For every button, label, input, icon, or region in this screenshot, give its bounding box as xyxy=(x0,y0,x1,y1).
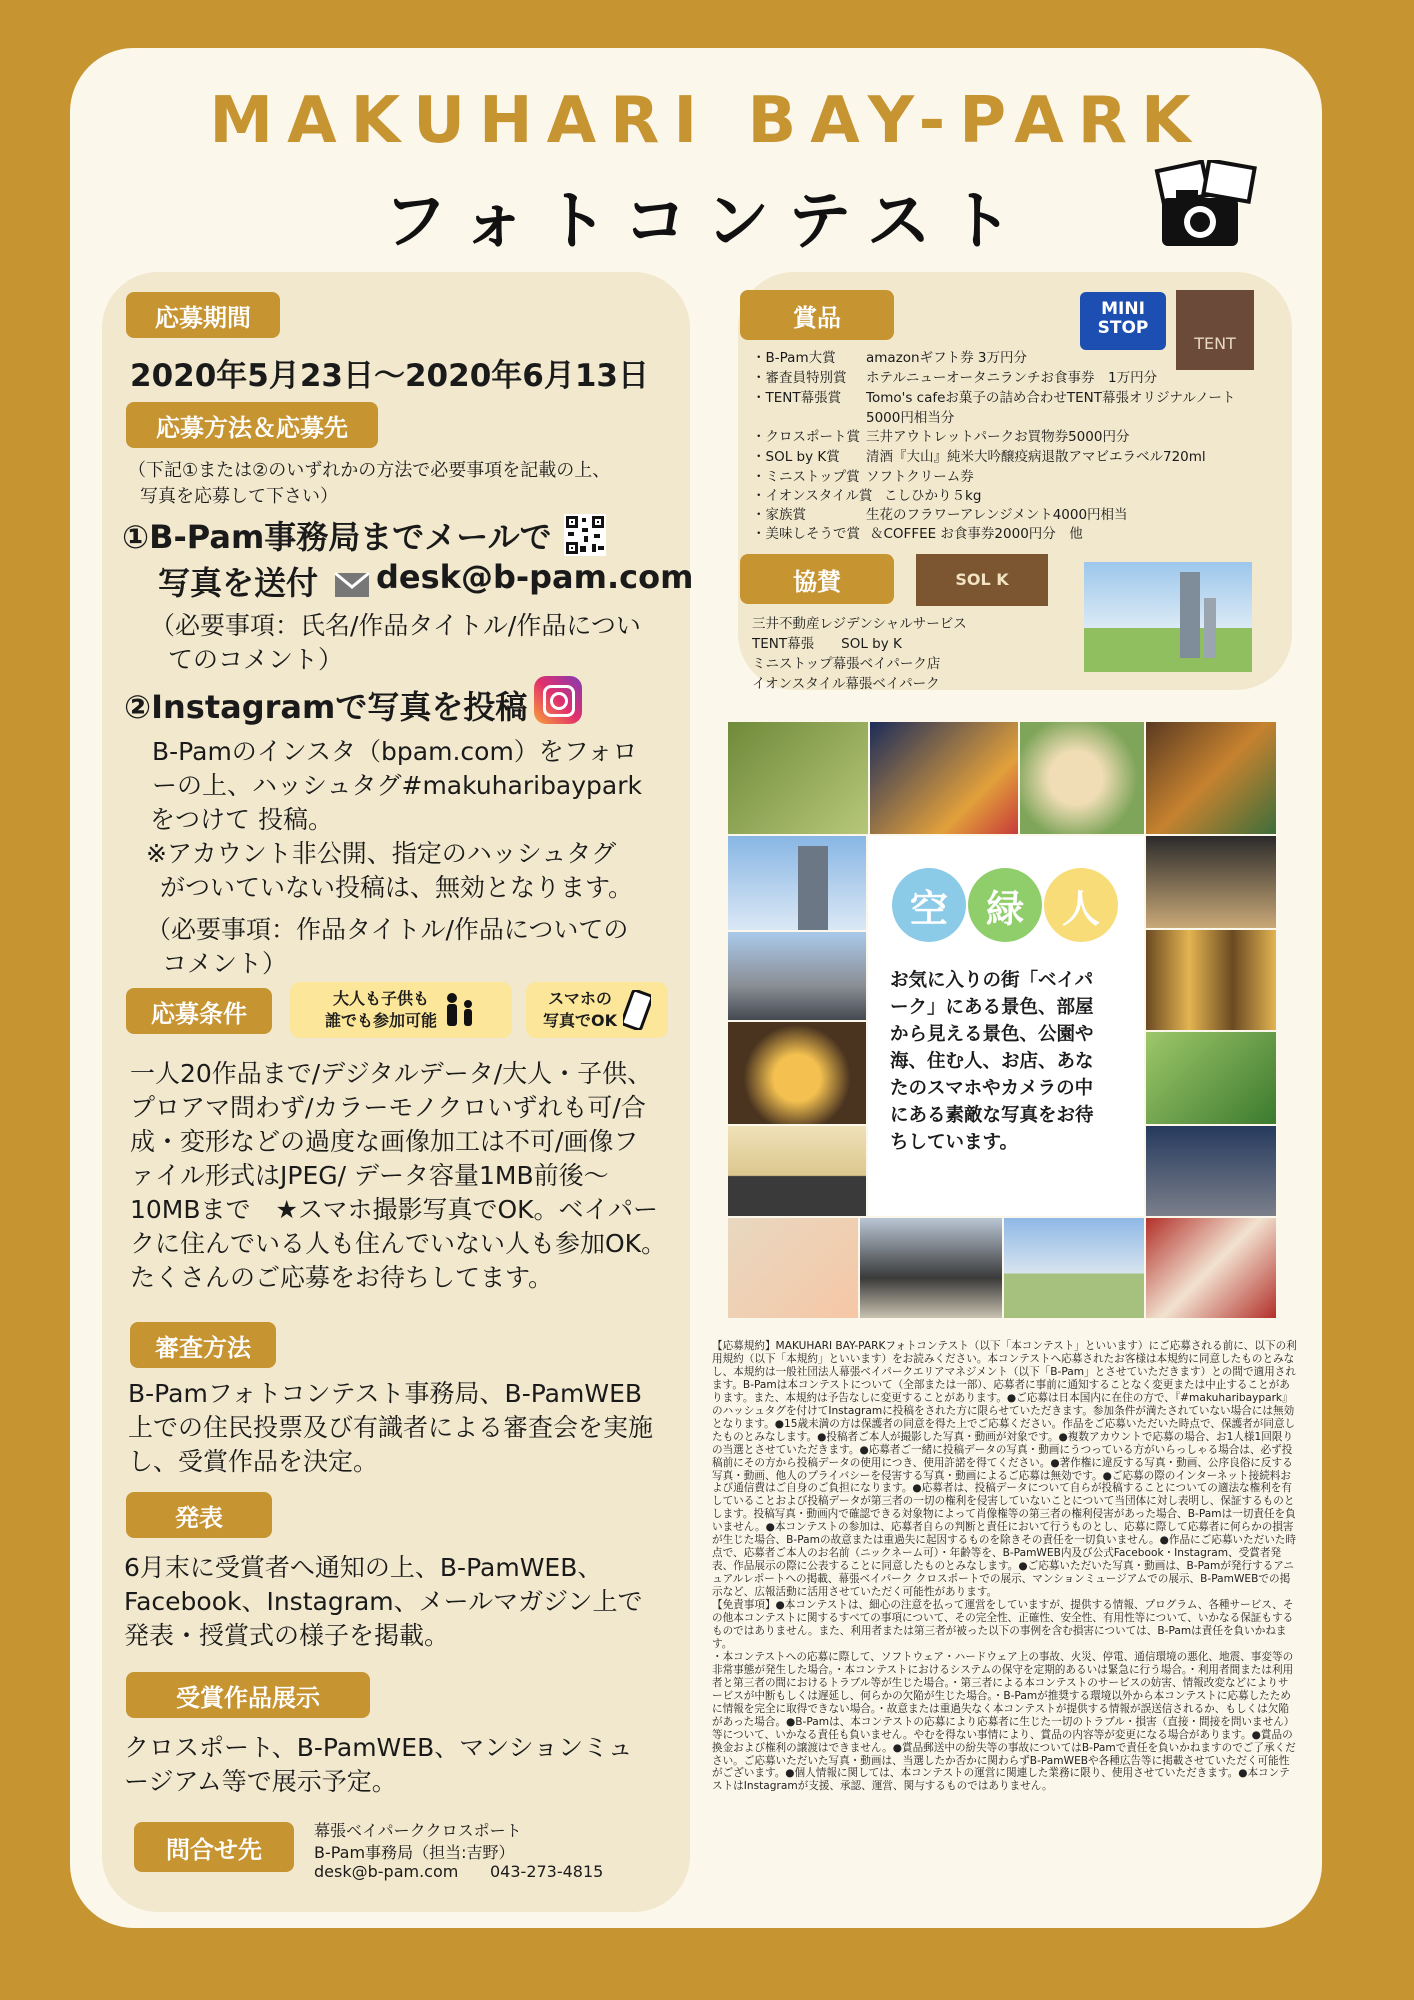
photo-santa xyxy=(1146,1218,1276,1318)
ministop-logo-line1: MINI xyxy=(1101,299,1145,319)
conditions-line6: クに住んでいる人も住んでいない人も参加OK。 xyxy=(130,1229,667,1258)
terms-text: 【応募規約】MAKUHARI BAY-PARKフォトコンテスト（以下「本コンテスト」といいます）にご応募される前に、以下の利用規約（以下「本規約」といいます）をお読みください。本コンテストへ応募されたお客様は本規約に同意したものとみなし、本規約は一般社団法人幕張ベイパークエリアマネジメント（以下「B-Pam」とさせていただきます）との間で適用されます。B-Pamは本コンテストについて（全部または一部）、応募者に事前に通知することなく変更または中止することがあります。また、本規約は予告なしに変更することがあります。●ご応募は日本国内に在住の方で、『#makuharibaypark』のハッシュタグを付けてInstagramに投稿をされた方に限らせていただきます。参加条件が満たされていない場合には無効となります。●15歳未満の方は保護者の同意を得た上でご応募ください。作品をご応募いただいた時点で、保護者が同意したものとみなします。●投稿者ご本人が撮影した写真・動画が対象です。●複数アカウントで応募の場合、お1人様1回限りの当選とさせていただきます。●応募者ご一緒に投稿データの写真・動画にうつっている方がいらっしゃる場合は、必ず投稿前にその方から投稿データの使用につき、使用許諾を得てください。●著作権に違反する写真・動画、公序良俗に反する写真・動画、他人のプライバシーを侵害する写真・動画によるご応募は無効です。●ご応募の際のインターネット接続料および通信費はご自身のご負担になります。●応募者は、投稿データについて自らが投稿することについての適法な権利を有していることおよび投稿データが第三者の一切の権利を侵害していないことについて当団体に対し表明し、保証するものとします。投稿写真・動画内で確認できる対象物によって肖像権等の第三者の権利侵害があった場合、B-Pamは一切責任を負いません。●本コンテストの参加は、応募者自らの判断と責任において行うものとし、応募に際して応募者に何らかの損害が生じた場合、B-Pamの故意または重過失に起因するものを除きその責任を一切負いません。●作品にご応募いただいた時点で、応募者ご本人のお名前（ニックネーム可）・年齢等を、B-PamWEB内及び公式Facebook・Instagram、受賞者発表、作品展示の際に公表することに同意したものとみなします。●ご応募いただいた写真・動画は、B-Pamが発行するアニュアルレポートへの掲載、幕張ベイパーク クロスポートでの展示、マンションミュージアムでの展示、B-PamWEBでの掲示など、広報活動に活用させていただく可能性があります。 【免責事項】●本コンテストは、細心の注意を払って運営をしていますが、提供する情報、プログラム、各種サービス、その他本コンテストに関するすべての事項について、その完全性、正確性、安全性、有用性等について、いかなる保証もするものではありません。また、利用者または第三者が被った以下の事例を含む損害については、B-Pamは責任を負いかねます。 ・本コンテストへの応募に際して、ソフトウェア・ハードウェア上の事故、火災、停電、通信環境の悪化、地震、事変等の非常事態が発生した場合。・本コンテストにおけるシステムの保守を定期的あるいは緊急に行う場合。・利用者間または利用者と第三者の間におけるトラブル等が生じた場合。・第三者による本コンテストのサービスの妨害、情報改変などによりサービスが中断もしくは遅延し、何らかの欠陥が生じた場合。・B-Pamが推奨する環境以外から本コンテストに応募したために情報を完全に取得できない場合。・故意または重過失なく本コンテストが提供する情報が誤送信されるか、もしくは欠陥があった場合。●B-Pamは、本コンテストの応募により応募者に生じた一切のトラブル・損害（直接・間接を問いません）等について、いかなる責任も負いません。やむを得ない事情により、賞品の内容等が変更になる場合があります。●賞品の換金および権利の譲渡はできません。●賞品郵送中の紛失等の事故についてはB-Pamで責任を負いかねますのでご了承ください。ご応募いただいた写真・動画は、当選したか否かに関わらずB-PamWEBや各種広告等に掲載させていただく可能性がございます。●個人情報に関しては、本コンテストの運営に関連した業務に限り、使用させていただきます。●本コンテストはInstagramが支援、承認、運営、関与するものではありません。 xyxy=(712,1340,1297,1793)
photo-storefront xyxy=(1146,836,1276,928)
badge-all-ages-line2: 誰でも参加可能 xyxy=(324,1011,437,1030)
collage-text-2: ーク」にある景色、部屋 xyxy=(890,997,1094,1018)
ministop-logo-line2: STOP xyxy=(1097,318,1149,338)
prize-name-6: ・ミニストップ賞 xyxy=(752,469,860,485)
announce-line3: 発表・授賞式の様子を掲載。 xyxy=(124,1621,450,1650)
review-line3: し、受賞作品を決定。 xyxy=(128,1447,379,1476)
prize-name-2: ・審査員特別賞 xyxy=(752,370,847,386)
photo-beer xyxy=(728,1022,866,1124)
qr-code-icon[interactable] xyxy=(564,514,606,556)
title-english: MAKUHARI BAY-PARK xyxy=(209,84,1205,158)
collage-text-1: お気に入りの街「ベイパ xyxy=(890,970,1094,991)
insta-note-line2: コメント） xyxy=(162,949,288,978)
method-intro-line1: （下記①または②のいずれかの方法で必要事項を記載の上、 xyxy=(128,460,611,481)
sponsor-1: 三井不動産レジデンシャルサービス xyxy=(752,616,967,632)
prize-name-4: ・クロスポート賞 xyxy=(752,429,860,445)
mail-note-line1: （必要事項：氏名/作品タイトル/作品につい xyxy=(150,611,641,640)
mail-note-line2: てのコメント） xyxy=(168,645,344,674)
conditions-line2: プロアマ問わず/カラーモノクロいずれも可/合 xyxy=(130,1093,646,1122)
photo-street xyxy=(728,932,866,1020)
insta-body-line4: ※アカウント非公開、指定のハッシュタグ xyxy=(146,839,617,868)
collage-text-6: にある素敵な写真をお待 xyxy=(890,1105,1094,1126)
photo-group-night xyxy=(870,722,1018,834)
insta-body-line3: をつけて 投稿。 xyxy=(150,805,333,834)
badge-all-ages xyxy=(290,982,512,1038)
period-value: 2020年5月23日～2020年6月13日 xyxy=(130,358,649,394)
insta-body-line2: ーの上、ハッシュタグ#makuharibaypark xyxy=(152,771,642,800)
exhibit-label: 受賞作品展示 xyxy=(126,1672,370,1718)
method-label: 応募方法＆応募先 xyxy=(126,402,378,448)
camera-icon xyxy=(1150,160,1260,250)
insta-note-line1: （必要事項：作品タイトル/作品についての xyxy=(146,915,629,944)
announce-line1: 6月末に受賞者へ通知の上、B-PamWEB、 xyxy=(124,1553,603,1582)
collage-text-4: 海、住む人、お店、あな xyxy=(890,1051,1094,1072)
sponsor-3: ミニストップ幕張ベイパーク店 xyxy=(752,656,941,672)
family-icon xyxy=(443,992,477,1028)
prize-value-4: 三井アウトレットパークお買物券5000円分 xyxy=(866,429,1130,445)
prize-value-5: 清酒『大山』純米大吟醸疫病退散アマビエラベル720ml xyxy=(866,449,1206,465)
circle-green: 緑 xyxy=(968,868,1042,942)
prize-value-2: ホテルニューオータニランチお食事券 1万円分 xyxy=(866,370,1158,386)
insta-body-line1: B-Pamのインスタ（bpam.com）をフォロ xyxy=(152,737,638,766)
prize-name-1: ・B-Pam大賞 xyxy=(752,350,836,366)
collage-text-3: から見える景色、公園や xyxy=(890,1024,1094,1045)
sponsors-label: 協賛 xyxy=(740,554,894,604)
baypark-photo xyxy=(1084,562,1252,672)
prize-value-3b: 5000円相当分 xyxy=(866,410,955,426)
smartphone-icon xyxy=(623,990,651,1030)
method-intro-line2: 写真を応募して下さい） xyxy=(140,486,338,507)
photo-dog xyxy=(1020,722,1144,834)
contact-label: 問合せ先 xyxy=(134,1822,294,1872)
photo-family xyxy=(728,1218,858,1318)
prize-name-3: ・TENT幕張賞 xyxy=(752,390,842,406)
conditions-line1: 一人20作品まで/デジタルデータ/大人・子供、 xyxy=(130,1059,653,1088)
prize-value-1: amazonギフト券 3万円分 xyxy=(866,350,1027,366)
announce-line2: Facebook、Instagram、メールマガジン上で xyxy=(124,1587,643,1616)
contact-email[interactable]: desk@b-pam.com xyxy=(314,1862,459,1881)
title-japanese: フォトコンテスト xyxy=(383,185,1031,259)
badge-all-ages-line1: 大人も子供も xyxy=(332,989,429,1008)
prizes-label: 賞品 xyxy=(740,290,894,340)
mail-heading-2a: 写真を送付 xyxy=(158,564,319,602)
prize-value-6: ソフトクリーム券 xyxy=(866,469,974,485)
collage-text-5: たのスマホやカメラの中 xyxy=(890,1078,1094,1099)
circle-sky: 空 xyxy=(892,868,966,942)
mail-icon xyxy=(334,572,370,598)
prize-value-3: Tomo's cafeお菓子の詰め合わせTENT幕張オリジナルノート xyxy=(866,390,1236,406)
conditions-line4: ァイル形式はJPEG/ データ容量1MB前後～ xyxy=(130,1161,609,1190)
photo-park xyxy=(1004,1218,1144,1318)
photo-costume xyxy=(860,1218,1002,1318)
badge-smartphone-ok xyxy=(526,982,668,1038)
mail-address[interactable]: desk@b-pam.com xyxy=(376,558,694,596)
conditions-label: 応募条件 xyxy=(126,988,272,1034)
exhibit-line2: ージアム等で展示予定。 xyxy=(124,1767,397,1796)
circle-people: 人 xyxy=(1044,868,1118,942)
conditions-line3: 成・変形などの過度な画像加工は不可/画像フ xyxy=(130,1127,639,1156)
review-line2: 上での住民投票及び有識者による審査会を実施 xyxy=(128,1413,654,1442)
prize-value-8: 生花のフラワーアレンジメント4000円相当 xyxy=(866,507,1128,523)
insta-heading: ②Instagramで写真を投稿 xyxy=(124,688,528,726)
prize-name-5: ・SOL by K賞 xyxy=(752,449,840,465)
prize-name-8: ・家族賞 xyxy=(752,507,806,523)
instagram-icon[interactable] xyxy=(534,676,582,724)
contact-line1: 幕張ベイパーククロスポート xyxy=(314,1821,522,1840)
announce-label: 発表 xyxy=(126,1492,272,1538)
photo-silhouettes xyxy=(728,1126,866,1216)
sponsor-2: TENT幕張 SOL by K xyxy=(752,636,902,652)
photo-bottles xyxy=(1146,930,1276,1030)
sol-by-k-logo: SOL K xyxy=(916,554,1048,606)
review-line1: B-Pamフォトコンテスト事務局、B-PamWEB xyxy=(128,1379,643,1408)
photo-tower xyxy=(728,836,866,930)
contact-phone[interactable]: 043-273-4815 xyxy=(490,1862,604,1881)
prize-name-7: ・イオンスタイル賞 xyxy=(752,488,873,504)
ministop-logo xyxy=(1080,292,1166,350)
exhibit-line1: クロスポート、B-PamWEB、マンションミュ xyxy=(124,1733,633,1762)
period-label: 応募期間 xyxy=(126,292,280,338)
prize-value-7: こしひかり５kg xyxy=(884,488,982,504)
prize-name-9: ・美味しそうで賞 xyxy=(752,526,860,542)
review-label: 審査方法 xyxy=(130,1322,276,1368)
badge-smartphone-line1: スマホの xyxy=(548,989,612,1008)
badge-smartphone-line2: 写真でOK xyxy=(542,1011,617,1030)
conditions-line7: たくさんのご応募をお待ちしてます。 xyxy=(130,1263,554,1292)
insta-body-line5: がついていない投稿は、無効となります。 xyxy=(160,873,634,902)
tent-logo: TENT xyxy=(1176,290,1254,370)
mail-heading-1: ①B-Pam事務局までメールで xyxy=(122,518,552,556)
collage-text-7: ちしています。 xyxy=(890,1132,1019,1153)
prize-value-9: ＆COFFEE お食事券2000円分 他 xyxy=(870,526,1083,542)
photo-lying-people xyxy=(728,722,868,834)
photo-shop xyxy=(1146,722,1276,834)
conditions-line5: 10MBまで ★スマホ撮影写真でOK。ベイパー xyxy=(130,1195,659,1224)
photo-child-dog xyxy=(1146,1032,1276,1124)
contact-line2: B-Pam事務局（担当:吉野） xyxy=(314,1843,515,1862)
photo-telescope xyxy=(1146,1126,1276,1216)
sponsor-4: イオンスタイル幕張ベイパーク xyxy=(752,676,940,692)
